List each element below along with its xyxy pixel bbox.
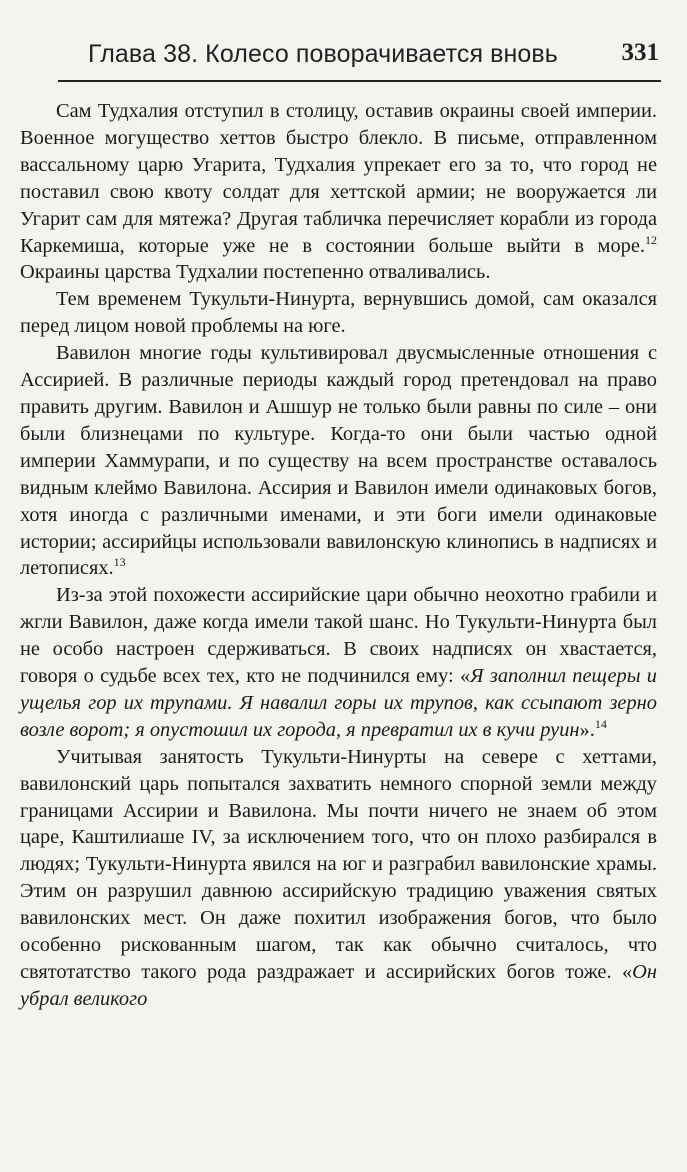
quote-italic: Я заполнил пещеры и ущелья гор их трупами. Я навалил горы их трупов, как ссыпают зерно возле ворот; я опустошил их города, я превратил их в кучи руин [20,665,657,741]
paragraph-2: Тем временем Тукульти-Нинурта, вернувшись домой, сам оказался перед лицом новой проблемы на юге. [20,288,657,338]
footnote-ref-13: 13 [113,555,126,570]
running-header [58,36,661,82]
chapter-title: Глава 38. Колесо поворачивается вновь [88,40,558,68]
quote-italic-2: Он убрал великого [20,961,657,1010]
paragraph-3: Вавилон многие годы культивировал двусмысленные отношения с Ассирией. В различные периоды каждый город претендовал на право править другим. Вавилон и Ашшур не только были равны по силе – они были близнецами по культуре. Когда-то они были частью одной империи Хаммурапи, и по существу на всем пространстве оставалось видным клеймо Вавилона. Ассирия и Вавилон имели одинаковых богов, хотя иногда с различными именами, и эти боги имели одинаковые истории; ассирийцы использовали вавилонскую клинопись в надписях и летописях.$^{13}$ [20,342,657,580]
footnote-ref-14: 14 [594,716,607,731]
page-number: 331 [621,39,659,66]
paragraph-4: Из-за этой похожести ассирийские цари обычно неохотно грабили и жгли Вавилон, даже когда имели такой шанс. Но Тукульти-Нинурта был не особо настроен сдерживаться. В своих надписях он хвастается, говоря о судьбе всех тех, кто не подчинился ему: «Я заполнил пещеры и ущелья гор их трупами. Я навалил горы их трупов, как ссыпают зерно возле ворот; я опустошил их города, я превратил их в кучи руин».$^{14}$ [20,584,657,741]
paragraph-1: Сам Тудхалия отступил в столицу, оставив окраины своей империи. Военное могущество хеттов быстро блекло. В письме, отправленном вассальному царю Угарита, Тудхалия упрекает его за то, что город не поставил свою квоту солдат для хеттской армии; не вооружается ли Угарит сам для мятежа? Другая табличка перечисляет корабли из города Каркемиша, которые уже не в состоянии больше выйти в море.$^{12}$ Окраины царства Тудхалии постепенно отваливались. [20,100,657,284]
paragraph-5: Учитывая занятость Тукульти-Нинурты на севере с хеттами, вавилонский царь попытался захватить немного спорной земли между границами Ассирии и Вавилона. Мы почти ничего не знаем об этом царе, Каштилиаше IV, за исключением того, что он плохо разбирался в людях; Тукульти-Нинурта явился на юг и разграбил вавилонские храмы. Этим он разрушил давнюю ассирийскую традицию уважения святых вавилонских мест. Он даже похитил изображения богов, что было особенно рискованным шагом, так как обычно считалось, что святотатство такого рода раздражает и ассирийских богов тоже. «Он убрал великого [20,745,657,1010]
footnote-ref-12: 12 [645,232,657,247]
body-text [20,98,657,1013]
